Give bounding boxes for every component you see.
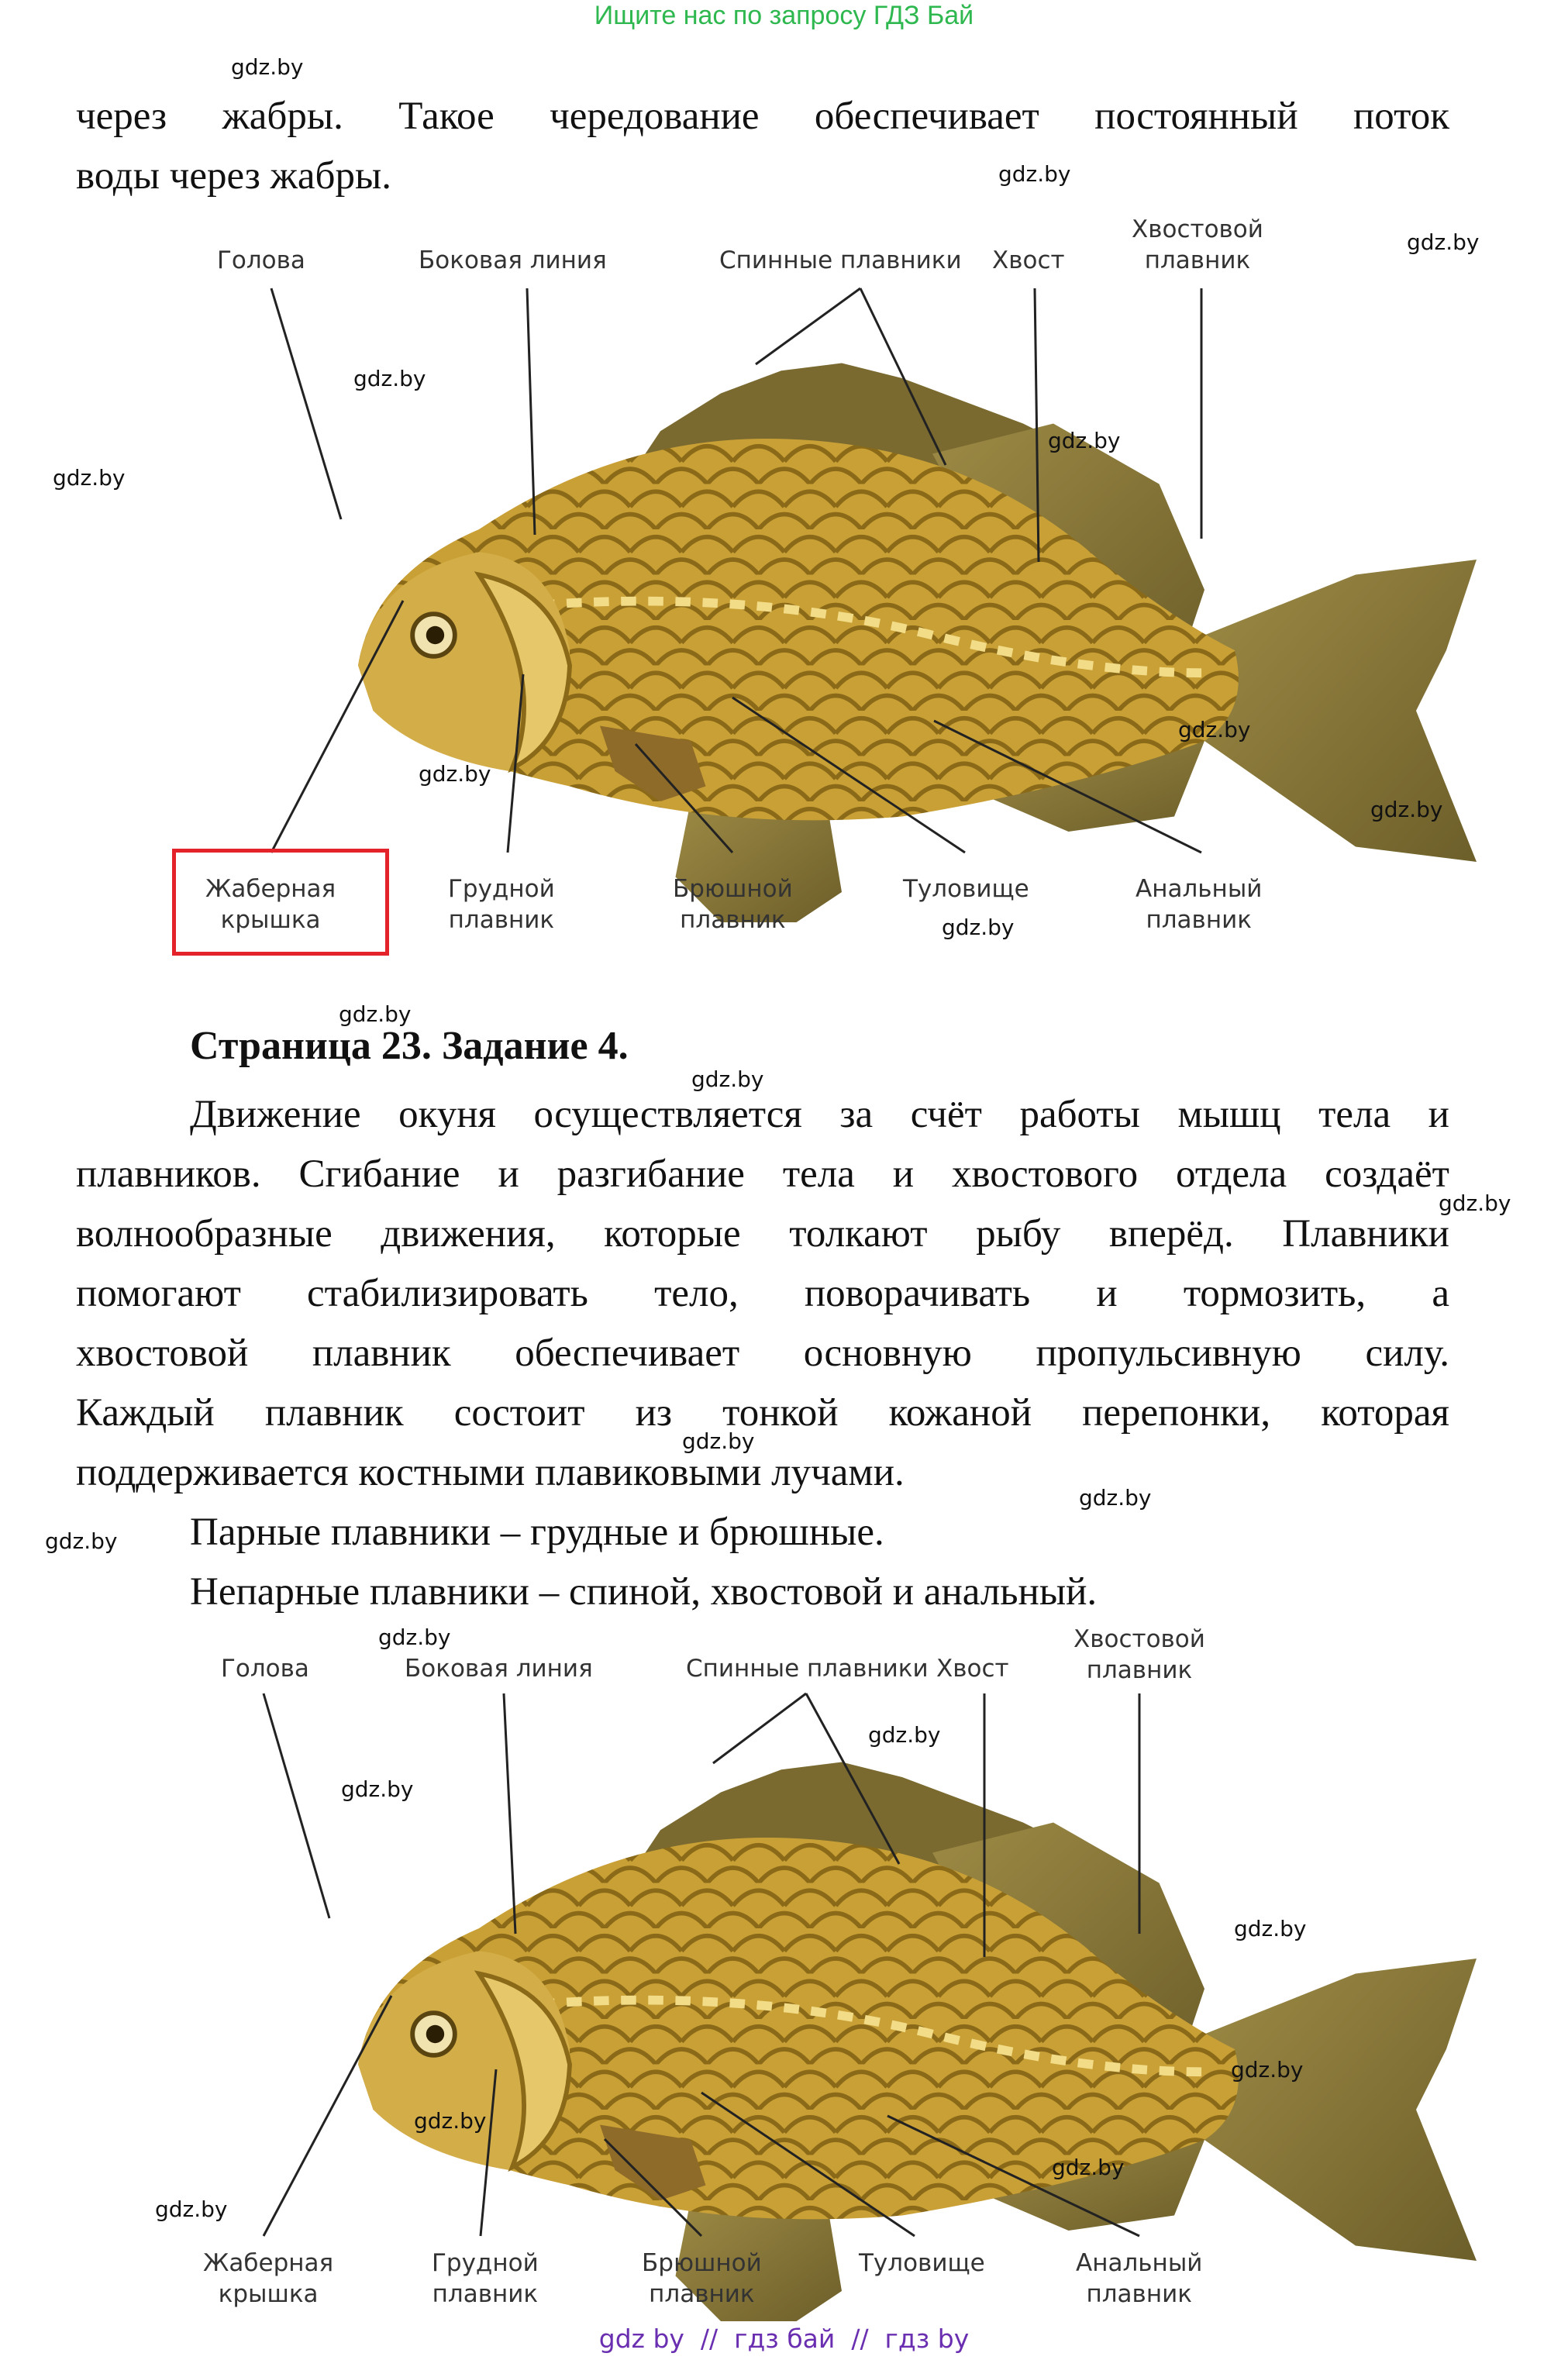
watermark: gdz.by [53,465,126,491]
watermark: gdz.by [998,161,1071,187]
para-line-5: хвостовой плавник обеспечивает основную пропульсивную силу. [76,1332,1449,1375]
paired-fins-text: Парные плавники – грудные и брюшные. [190,1511,884,1554]
label-lateral-line: Боковая линия [405,1655,593,1683]
watermark: gdz.by [45,1528,118,1554]
label-caudal-fin: Хвостовой плавник [1073,1625,1205,1684]
para-line-7: поддерживается костными плавиковыми лучами. [76,1451,905,1494]
watermark: gdz.by [1079,1485,1152,1511]
label-pelvic-fin: Брюшной плавник [642,2249,762,2308]
search-banner: Ищите нас по запросу ГДЗ Бай [594,1,974,30]
label-gill-cover: Жаберная крышка [205,875,336,934]
para-line-4: помогают стабилизировать тело, поворачивать и тормозить, а [76,1272,1449,1315]
para-line-6: Каждый плавник состоит из тонкой кожаной перепонки, которая [76,1391,1449,1435]
watermark: gdz.by [419,761,491,787]
label-lateral-line: Боковая линия [419,246,607,274]
watermark: gdz.by [1370,797,1443,822]
label-tail: Хвост [936,1655,1009,1683]
footer-watermark: gdz by // гдз бай // гдз by [598,2324,970,2354]
watermark: gdz.by [231,54,304,80]
para-line-1: Движение окуня осуществляется за счёт работы мышц тела и [190,1093,1449,1136]
watermark: gdz.by [868,1722,941,1748]
label-dorsal-fins: Спинные плавники [686,1655,929,1683]
label-head: Голова [221,1655,309,1683]
label-trunk: Туловище [903,875,1029,903]
label-dorsal-fins: Спинные плавники [719,246,962,274]
watermark: gdz.by [682,1428,755,1454]
label-trunk: Туловище [859,2249,985,2277]
watermark: gdz.by [341,1776,414,1802]
watermark: gdz.by [414,2108,487,2134]
label-anal-fin: Анальный плавник [1136,875,1263,934]
watermark: gdz.by [155,2196,228,2222]
label-pectoral-fin: Грудной плавник [432,2249,539,2308]
fish-diagram-2 [0,1624,1568,2321]
watermark: gdz.by [1048,428,1121,453]
watermark: gdz.by [1052,2155,1125,2180]
watermark: gdz.by [942,915,1015,940]
text-line-2: воды через жабры. [76,154,392,198]
watermark: gdz.by [1439,1190,1511,1216]
label-caudal-fin: Хвостовой плавник [1132,215,1263,274]
fish-diagram-1 [0,209,1568,969]
watermark: gdz.by [1407,229,1480,255]
label-tail: Хвост [992,246,1065,274]
watermark: gdz.by [1231,2057,1304,2083]
text-line-1: через жабры. Такое чередование обеспечивает постоянный поток [76,95,1449,138]
para-line-3: волнообразные движения, которые толкают рыбу вперёд. Плавники [76,1212,1449,1256]
label-pectoral-fin: Грудной плавник [448,875,555,934]
watermark: gdz.by [691,1066,764,1092]
unpaired-fins-text: Непарные плавники – спиной, хвостовой и анальный. [190,1570,1098,1614]
label-pelvic-fin: Брюшной плавник [673,875,793,934]
para-line-2: плавников. Сгибание и разгибание тела и хвостового отдела создаёт [76,1152,1449,1196]
watermark: gdz.by [378,1624,451,1650]
watermark: gdz.by [1178,717,1251,742]
watermark: gdz.by [1234,1916,1307,1941]
label-anal-fin: Анальный плавник [1076,2249,1203,2308]
watermark: gdz.by [339,1001,412,1027]
section-heading: Страница 23. Задание 4. [190,1024,629,1068]
label-head: Голова [217,246,305,274]
watermark: gdz.by [353,366,426,391]
fish-illustration [0,1624,1568,2321]
label-gill-cover: Жаберная крышка [203,2249,334,2308]
